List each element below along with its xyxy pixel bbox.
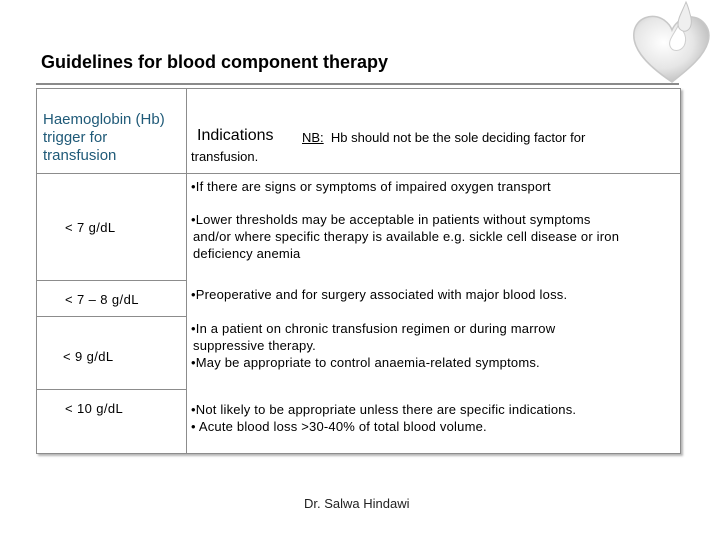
threshold-7-8: < 7 – 8 g/dL <box>65 292 139 307</box>
indications-header: Indications <box>197 127 274 144</box>
threshold-10: < 10 g/dL <box>65 401 124 416</box>
indication-line: •Lower thresholds may be acceptable in patients without symptoms <box>191 212 591 227</box>
threshold-7: < 7 g/dL <box>65 220 116 235</box>
row-divider <box>36 280 186 281</box>
row-divider <box>36 316 186 317</box>
nb-text: Hb should not be the sole deciding factor for <box>330 130 586 145</box>
indication-line: •In a patient on chronic transfusion regimen or during marrow <box>191 321 556 336</box>
indication-line: deficiency anemia <box>193 246 301 261</box>
indication-line: and/or where specific therapy is available e.g. sickle cell disease or iron <box>193 229 620 244</box>
threshold-9: < 9 g/dL <box>63 349 114 364</box>
indication-line: • Acute blood loss >30-40% of total blood volume. <box>191 419 487 434</box>
author-credit: Dr. Salwa Hindawi <box>304 496 410 511</box>
nb-note-continued: transfusion. <box>191 149 259 164</box>
row-divider <box>36 389 186 390</box>
slide-title: Guidelines for blood component therapy <box>41 52 389 72</box>
general-indication: •If there are signs or symptoms of impaired oxygen transport <box>191 179 551 194</box>
column-divider <box>186 88 187 453</box>
indication-line: •Preoperative and for surgery associated with major blood loss. <box>191 287 568 302</box>
nb-note <box>302 130 585 145</box>
nb-label: NB: <box>302 130 324 145</box>
heart-blood-drop-logo <box>622 0 720 90</box>
hb-trigger-header: Haemoglobin (Hb) trigger for transfusion <box>43 111 165 164</box>
indication-line: suppressive therapy. <box>193 338 316 353</box>
indication-line: •May be appropriate to control anaemia-related symptoms. <box>191 355 540 370</box>
indication-line: •Not likely to be appropriate unless there are specific indications. <box>191 402 577 417</box>
title-underline <box>36 83 679 85</box>
header-row-divider <box>36 173 680 174</box>
